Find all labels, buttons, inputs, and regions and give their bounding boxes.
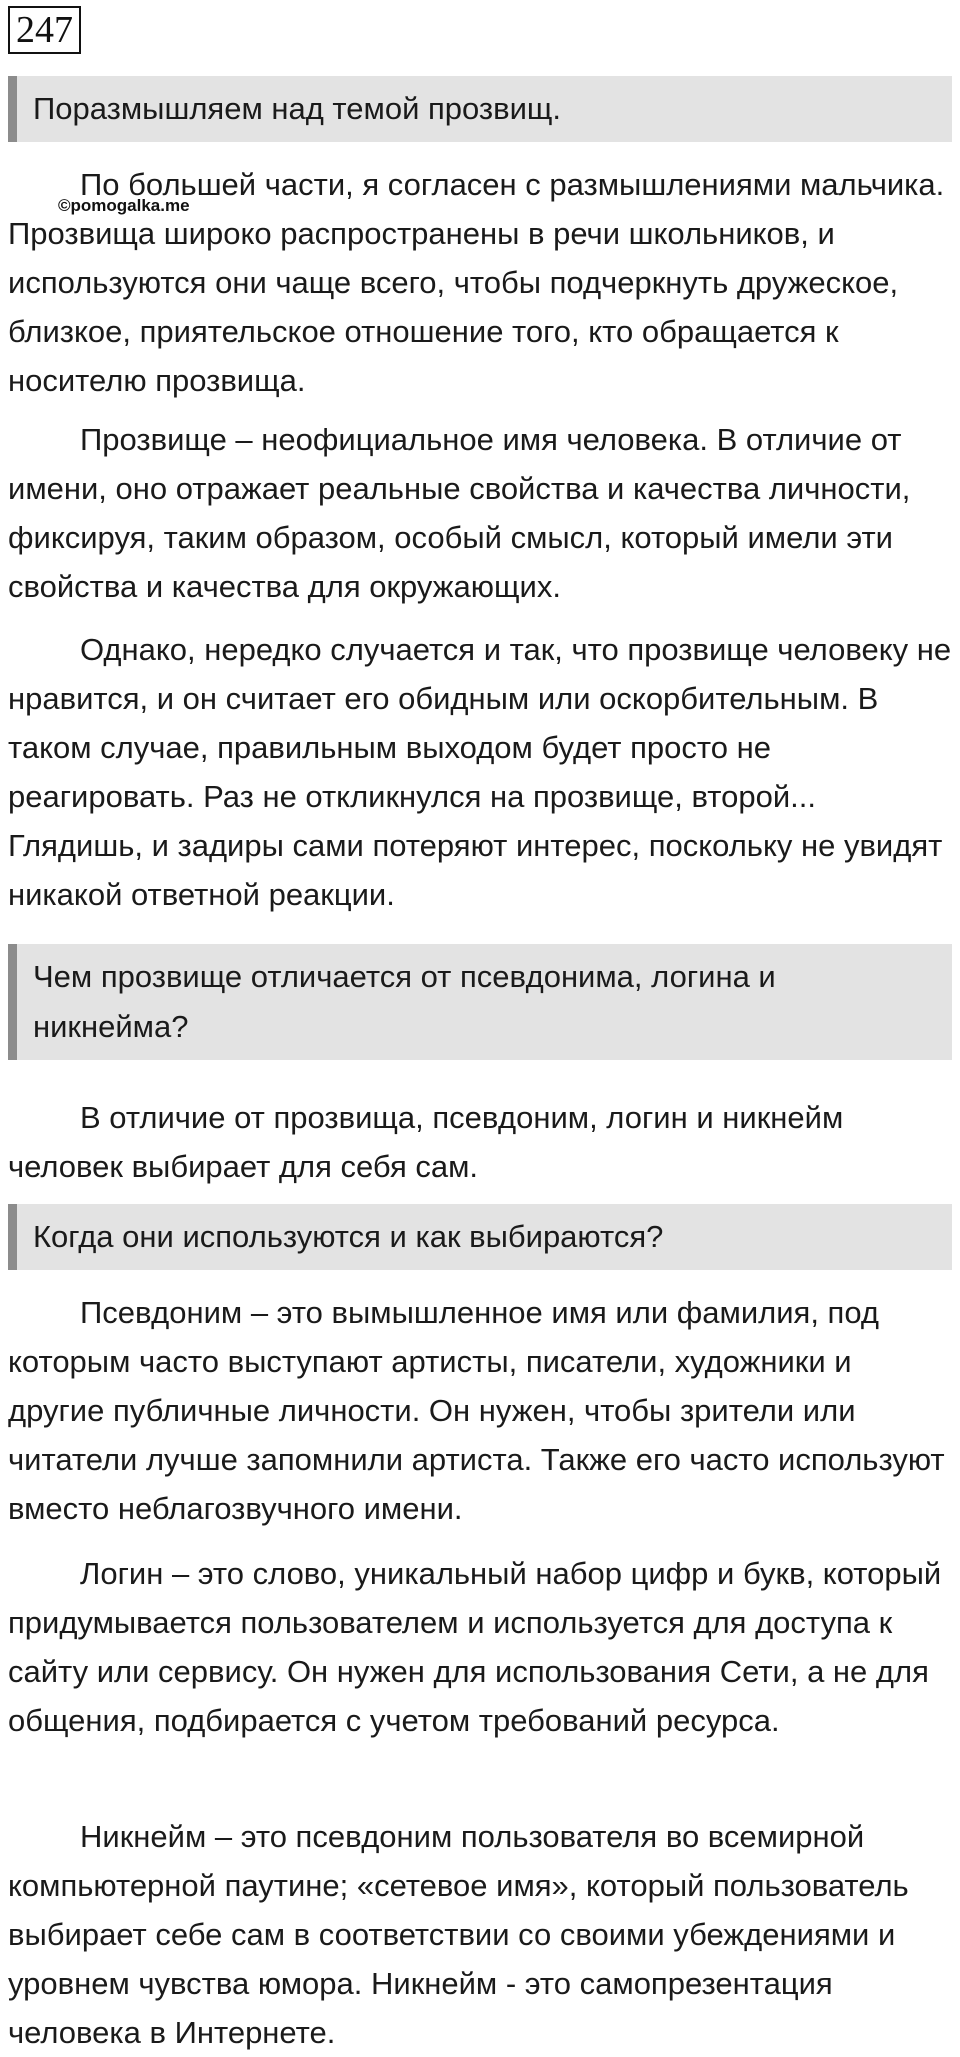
- paragraph-nickname: Никнейм – это псевдоним пользователя во всемирной компьютерной паутине; «сетевое имя», который пользователь выбирает себе сам в соответствии со своими убеждениями и уровнем чувства юмора. Никнейм - это самопрезентация человека в Интернете.: [8, 1819, 909, 2050]
- paragraph-login: Логин – это слово, уникальный набор цифр и букв, который придумывается пользователем и используется для доступа к сайту или сервису. Он нужен для использования Сети, а не для общения, подбирается с учетом требований ресурса.: [8, 1556, 942, 1738]
- watermark: ©pomogalka.me: [58, 196, 190, 215]
- paragraph-difference-answer: В отличие от прозвища, псевдоним, логин и никнейм человек выбирает для себя сам.: [8, 1100, 844, 1184]
- paragraph-advice: Однако, нередко случается и так, что прозвище человеку не нравится, и он считает его обидным или оскорбительным. В таком случае, правильным выходом будет просто не реагировать. Раз не откликнулся на прозвище, второй... Глядишь, и задиры сами потеряют интерес, поскольку не увидят никакой ответной реакции.: [8, 632, 952, 912]
- task-number-box: 247: [8, 6, 81, 54]
- paragraph-definition: Прозвище – неофициальное имя человека. В отличие от имени, оно отражает реальные свойства и качества личности, фиксируя, таким образом, особый смысл, который имели эти свойства и качества для окружающих.: [8, 422, 911, 604]
- section-heading-nicknames-reflection: Поразмышляем над темой прозвищ.: [8, 76, 952, 142]
- paragraph-pseudonym: Псевдоним – это вымышленное имя или фамилия, под которым часто выступают артисты, писатели, художники и другие публичные личности. Он нужен, чтобы зрители или читатели лучше запомнили артиста. Также его часто используют вместо неблагозвучного имени.: [8, 1295, 945, 1526]
- section-heading-usage: Когда они используются и как выбираются?: [8, 1204, 952, 1270]
- paragraph-agreement: По большей части, я согласен с размышлениями мальчика. Прозвища широко распространены в речи школьников, и используются они чаще всего, чтобы подчеркнуть дружеское, близкое, приятельское отношение того, кто обращается к носителю прозвища.: [8, 167, 945, 398]
- section-heading-difference: Чем прозвище отличается от псевдонима, логина и никнейма?: [8, 944, 952, 1060]
